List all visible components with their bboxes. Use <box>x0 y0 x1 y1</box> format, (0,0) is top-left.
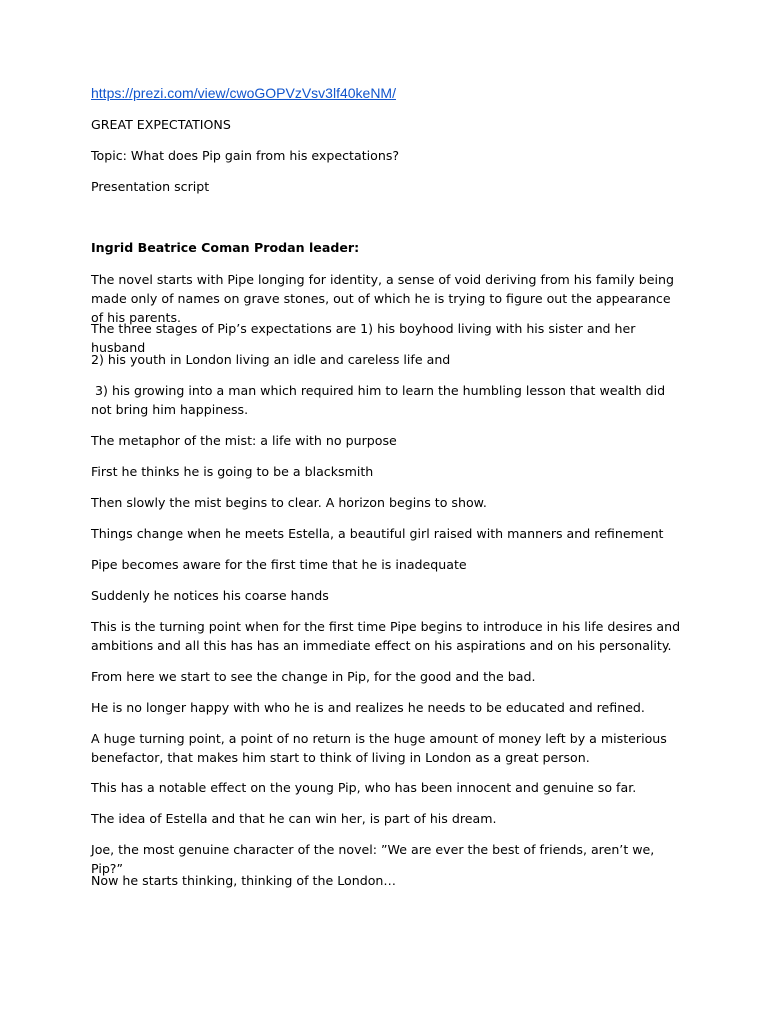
paragraph: Suddenly he notices his coarse hands <box>91 588 329 603</box>
paragraph: Pipe becomes aware for the first time that he is inadequate <box>91 557 467 572</box>
document-title: GREAT EXPECTATIONS <box>91 117 231 132</box>
paragraph: He is no longer happy with who he is and realizes he needs to be educated and refined. <box>91 700 645 715</box>
paragraph: The idea of Estella and that he can win her, is part of his dream. <box>91 811 497 826</box>
paragraph: Things change when he meets Estella, a beautiful girl raised with manners and refinement <box>91 526 664 541</box>
paragraph: Now he starts thinking, thinking of the London… <box>91 873 396 888</box>
topic-line: Topic: What does Pip gain from his expectations? <box>91 148 400 163</box>
paragraph: The novel starts with Pipe longing for identity, a sense of void deriving from his family being made only of names on grave stones, out of which he is trying to figure out the appearance of his parents. <box>91 272 674 325</box>
paragraph: 2) his youth in London living an idle and careless life and <box>91 352 451 367</box>
paragraph: 3) his growing into a man which required him to learn the humbling lesson that wealth did not bring him happiness. <box>91 383 670 417</box>
paragraph: Then slowly the mist begins to clear. A horizon begins to show. <box>91 495 487 510</box>
prezi-link[interactable]: https://prezi.com/view/cwoGOPVzVsv3lf40keNM/ <box>91 85 396 101</box>
paragraph: This has a notable effect on the young Pip, who has been innocent and genuine so far. <box>91 780 637 795</box>
author-heading: Ingrid Beatrice Coman Prodan leader: <box>91 240 360 255</box>
paragraph: The metaphor of the mist: a life with no purpose <box>91 433 397 448</box>
subtitle-line: Presentation script <box>91 179 210 194</box>
paragraph: This is the turning point when for the first time Pipe begins to introduce in his life desires and ambitions and all this has has an immediate effect on his aspirations and on his personality. <box>91 619 681 653</box>
paragraph: First he thinks he is going to be a blacksmith <box>91 464 374 479</box>
paragraph: The three stages of Pip’s expectations are 1) his boyhood living with his sister and her husband <box>91 321 636 355</box>
paragraph: A huge turning point, a point of no return is the huge amount of money left by a misterious benefactor, that makes him start to think of living in London as a great person. <box>91 731 667 765</box>
paragraph: Joe, the most genuine character of the novel: ”We are ever the best of friends, aren’t we, Pip?” <box>91 842 655 876</box>
paragraph: From here we start to see the change in Pip, for the good and the bad. <box>91 669 536 684</box>
